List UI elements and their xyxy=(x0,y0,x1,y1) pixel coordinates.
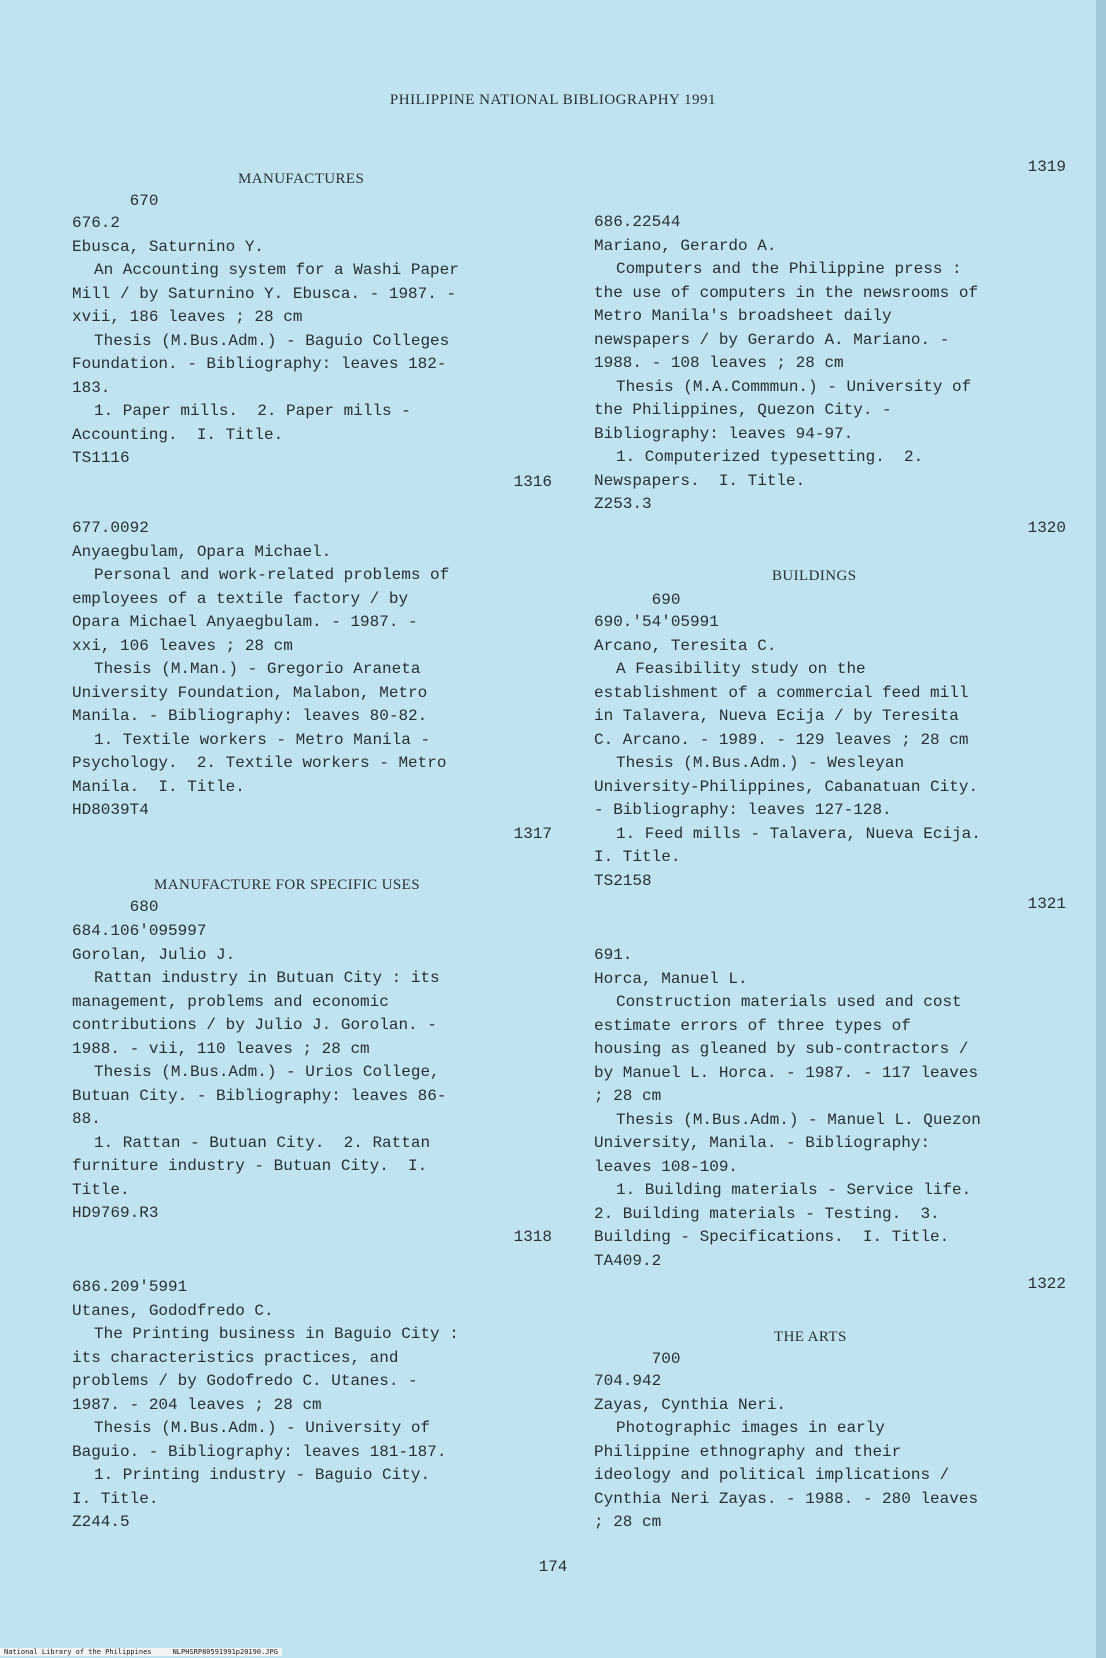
author: Ebusca, Saturnino Y. xyxy=(72,237,265,256)
entry-line: Mill / by Saturnino Y. Ebusca. - 1987. - xyxy=(72,284,457,303)
running-head: PHILIPPINE NATIONAL BIBLIOGRAPHY 1991 xyxy=(389,92,717,108)
entry-line: ; 28 cm xyxy=(594,1513,662,1531)
entry-line: problems / by Godofredo C. Utanes. - xyxy=(72,1372,418,1390)
entry-line: C. Arcano. - 1989. - 129 leaves ; 28 cm xyxy=(594,730,969,749)
entry-line: Baguio. - Bibliography: leaves 181-187. xyxy=(72,1442,447,1461)
title-statement: The Printing business in Baguio City : xyxy=(94,1325,459,1343)
scan-imprint: National Library of the Philippines NLPHSRP80591991p20190.JPG xyxy=(0,1648,282,1656)
entry-number: 1319 xyxy=(1027,158,1066,176)
entry-1316 xyxy=(72,212,552,494)
subjects: 1. Building materials - Service life. xyxy=(616,1181,972,1199)
entry-line: Philippine ethnography and their xyxy=(594,1442,902,1461)
entry-line: its characteristics practices, and xyxy=(72,1348,399,1367)
call-number: 704.942 xyxy=(594,1372,662,1390)
lc-class: Z253.3 xyxy=(594,495,652,513)
entry-line: I. Title. xyxy=(594,848,681,866)
entry-line: Newspapers. I. Title. xyxy=(594,471,806,490)
entry-line: ; 28 cm xyxy=(594,1087,662,1105)
subjects: 1. Printing industry - Baguio City. xyxy=(94,1466,431,1484)
entry-line: University-Philippines, Cabanatuan City. xyxy=(594,777,979,796)
entry-line: ideology and political implications / xyxy=(594,1466,950,1484)
author: Anyaegbulam, Opara Michael. xyxy=(72,542,332,561)
entry-1322 xyxy=(594,944,1074,1297)
entry-line: Cynthia Neri Zayas. - 1988. - 280 leaves xyxy=(594,1489,979,1508)
thesis-note: Thesis (M.A.Commmun.) - University of xyxy=(616,377,972,396)
entry-line: Butuan City. - Bibliography: leaves 86- xyxy=(72,1086,447,1105)
entry-line: 1988. - 108 leaves ; 28 cm xyxy=(594,354,844,372)
section-code: 680 xyxy=(129,897,159,916)
call-number: 676.2 xyxy=(72,214,121,232)
call-number: 677.0092 xyxy=(72,519,149,537)
entry-line: I. Title. xyxy=(72,1489,159,1508)
entry-1321 xyxy=(594,611,1074,917)
entry-line: xxi, 106 leaves ; 28 cm xyxy=(72,636,293,655)
page-edge xyxy=(1096,0,1106,1658)
entry-line: 2. Building materials - Testing. 3. xyxy=(594,1204,940,1223)
title-statement: An Accounting system for a Washi Paper xyxy=(94,261,459,279)
entry-line: Building - Specifications. I. Title. xyxy=(594,1228,950,1246)
entry-line: 1987. - 204 leaves ; 28 cm xyxy=(72,1395,322,1414)
entry-line: University Foundation, Malabon, Metro xyxy=(72,683,428,702)
lc-class: HD8039T4 xyxy=(72,801,149,819)
author: Zayas, Cynthia Neri. xyxy=(594,1395,787,1414)
title-statement: Photographic images in early xyxy=(616,1419,885,1437)
lc-class: TS2158 xyxy=(594,871,652,890)
section-code: 690 xyxy=(651,590,681,609)
subjects: 1. Computerized typesetting. 2. xyxy=(616,448,924,466)
subjects: 1. Rattan - Butuan City. 2. Rattan xyxy=(94,1133,431,1152)
entry-line: Foundation. - Bibliography: leaves 182- xyxy=(72,355,447,373)
entry-line: 1988. - vii, 110 leaves ; 28 cm xyxy=(72,1039,370,1058)
entry-line: Accounting. I. Title. xyxy=(72,425,284,444)
call-number: 686.209'5991 xyxy=(72,1278,188,1296)
section-title: BUILDINGS xyxy=(772,568,857,584)
entry-line: establishment of a commercial feed mill xyxy=(594,683,969,702)
author: Gorolan, Julio J. xyxy=(72,945,236,964)
entry-line: leaves 108-109. xyxy=(594,1157,739,1176)
subjects: 1. Textile workers - Metro Manila - xyxy=(94,730,431,749)
entry-line: Manila. I. Title. xyxy=(72,777,245,796)
title-statement: Rattan industry in Butuan City : its xyxy=(94,969,440,987)
entry-line: 183. xyxy=(72,378,111,397)
lc-class: HD9769.R3 xyxy=(72,1204,159,1222)
entry-line: Bibliography: leaves 94-97. xyxy=(594,424,854,443)
entry-line: - Bibliography: leaves 127-128. xyxy=(594,801,892,819)
thesis-note: Thesis (M.Bus.Adm.) - Manuel L. Quezon xyxy=(616,1110,981,1129)
section-code: 700 xyxy=(651,1349,681,1368)
call-number: 691. xyxy=(594,946,633,964)
entry-line: the Philippines, Quezon City. - xyxy=(594,401,892,419)
entry-line: University, Manila. - Bibliography: xyxy=(594,1134,931,1152)
thesis-note: Thesis (M.Man.) - Gregorio Araneta xyxy=(94,660,421,678)
call-number: 690.'54'05991 xyxy=(594,613,719,631)
lc-class: Z244.5 xyxy=(72,1513,130,1531)
call-number: 684.106'095997 xyxy=(72,922,207,940)
entry-line: Metro Manila's broadsheet daily xyxy=(594,307,892,325)
entry-line: Title. xyxy=(72,1180,130,1199)
entry-line: housing as gleaned by sub-contractors / xyxy=(594,1040,969,1058)
call-number: 686.22544 xyxy=(594,213,681,231)
section-title: MANUFACTURE FOR SPECIFIC USES xyxy=(154,877,420,893)
thesis-note: Thesis (M.Bus.Adm.) - Wesleyan xyxy=(616,754,905,772)
entry-number: 1317 xyxy=(513,824,552,843)
subjects: 1. Paper mills. 2. Paper mills - xyxy=(94,402,411,420)
section-code: 670 xyxy=(129,191,159,210)
entry-1319 xyxy=(72,1276,552,1535)
author: Mariano, Gerardo A. xyxy=(594,236,777,255)
title-statement: Construction materials used and cost xyxy=(616,993,962,1011)
entry-line: the use of computers in the newsrooms of xyxy=(594,283,979,302)
entry-line: Psychology. 2. Textile workers - Metro xyxy=(72,754,447,772)
section-title: MANUFACTURES xyxy=(238,171,365,187)
entry-line: by Manuel L. Horca. - 1987. - 117 leaves xyxy=(594,1063,979,1082)
entry-number: 1318 xyxy=(513,1227,552,1246)
entry-number: 1320 xyxy=(1027,518,1066,537)
entry-line: Opara Michael Anyaegbulam. - 1987. - xyxy=(72,613,418,631)
title-statement: Personal and work-related problems of xyxy=(94,566,450,584)
author: Arcano, Teresita C. xyxy=(594,636,777,655)
entry-line: estimate errors of three types of xyxy=(594,1016,911,1035)
subjects: 1. Feed mills - Talavera, Nueva Ecija. xyxy=(616,824,981,843)
author: Horca, Manuel L. xyxy=(594,969,748,988)
entry-1320 xyxy=(594,211,1074,540)
entry-line: management, problems and economic xyxy=(72,992,389,1011)
section-title: THE ARTS xyxy=(774,1329,847,1345)
thesis-note: Thesis (M.Bus.Adm.) - University of xyxy=(94,1419,431,1437)
entry-1318 xyxy=(72,920,552,1249)
title-statement: A Feasibility study on the xyxy=(616,660,866,678)
entry-line: newspapers / by Gerardo A. Mariano. - xyxy=(594,330,950,349)
entry-number: 1321 xyxy=(1027,895,1066,913)
entry-1317 xyxy=(72,517,552,846)
thesis-note: Thesis (M.Bus.Adm.) - Urios College, xyxy=(94,1063,440,1081)
entry-number: 1316 xyxy=(513,472,552,491)
lc-class: TS1116 xyxy=(72,449,130,467)
entry-line: xvii, 186 leaves ; 28 cm xyxy=(72,308,303,326)
title-statement: Computers and the Philippine press : xyxy=(616,260,962,278)
entry-line: contributions / by Julio J. Gorolan. - xyxy=(72,1016,437,1034)
lc-class: TA409.2 xyxy=(594,1251,662,1270)
entry-line: Manila. - Bibliography: leaves 80-82. xyxy=(72,707,428,725)
entry-1323 xyxy=(594,1370,1074,1535)
entry-line: in Talavera, Nueva Ecija / by Teresita xyxy=(594,707,959,725)
entry-line: 88. xyxy=(72,1110,101,1128)
page-number: 174 xyxy=(538,1558,568,1576)
entry-number: 1322 xyxy=(1027,1275,1066,1293)
thesis-note: Thesis (M.Bus.Adm.) - Baguio Colleges xyxy=(94,331,450,350)
entry-line: furniture industry - Butuan City. I. xyxy=(72,1157,428,1175)
author: Utanes, Gododfredo C. xyxy=(72,1301,274,1320)
entry-line: employees of a textile factory / by xyxy=(72,589,409,608)
